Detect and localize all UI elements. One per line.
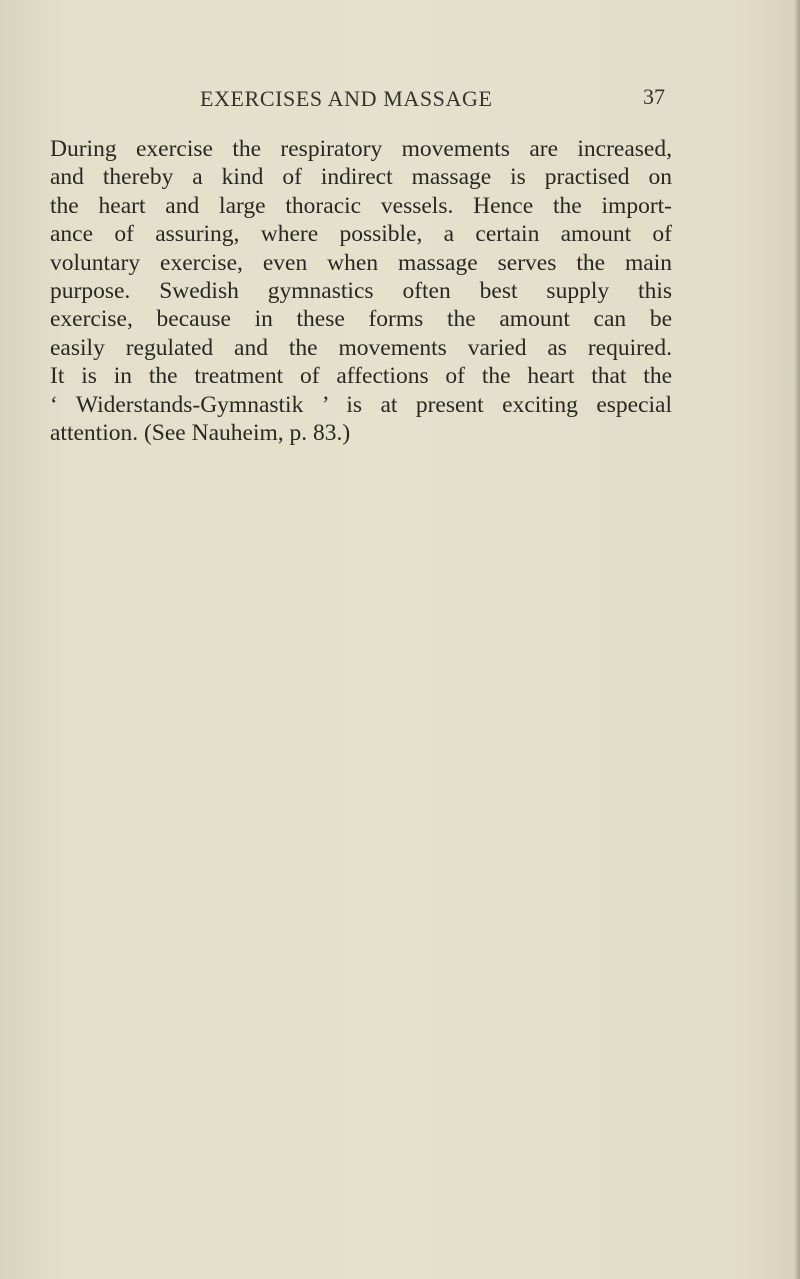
text-line: During exercise the respiratory movements are increased, (50, 136, 672, 162)
text-line: ance of assuring, where possible, a certain amount of (50, 221, 672, 248)
page-edge-shadow (794, 0, 800, 1279)
text-line: exercise, because in these forms the amount can be (50, 306, 672, 333)
text-line: the heart and large thoracic vessels. Hence the import- (50, 192, 672, 219)
text-line: voluntary exercise, even when massage serves the main (50, 249, 672, 276)
paragraph (50, 135, 672, 447)
text-line: ‘ Widerstands-Gymnastik ’ is at present exciting especial (50, 391, 672, 418)
text-line: purpose. Swedish gymnastics often best supply this (50, 277, 672, 304)
page-number: 37 (643, 84, 665, 109)
text-line: and thereby a kind of indirect massage is practised on (50, 164, 672, 191)
text-line: easily regulated and the movements varied as required. (50, 334, 672, 361)
text-line: attention. (See Nauheim, p. 83.) (50, 419, 351, 446)
running-title: EXERCISES AND MASSAGE (200, 86, 493, 111)
text-line: It is in the treatment of affections of the heart that the (50, 363, 672, 390)
